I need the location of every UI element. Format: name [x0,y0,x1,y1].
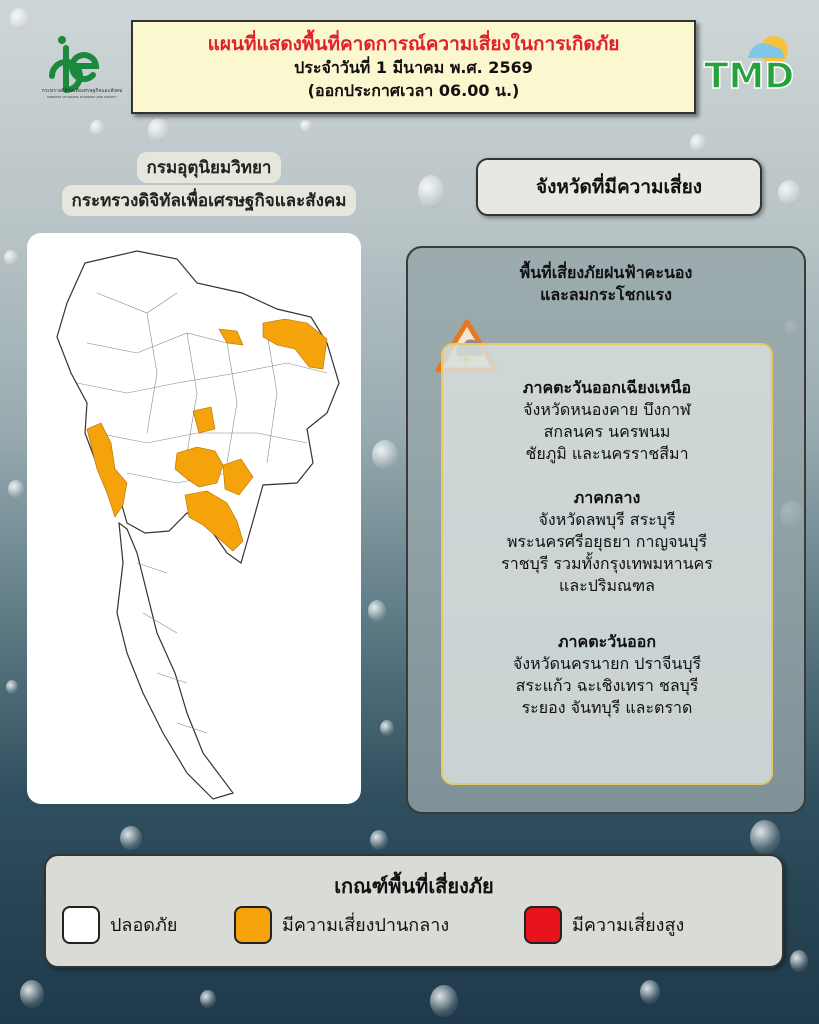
region-line: ชัยภูมิ และนครราชสีมา [525,444,689,463]
legend-swatch-medium [234,906,272,944]
legend-label-high: มีความเสี่ยงสูง [572,915,685,936]
legend-swatch-safe [62,906,100,944]
thailand-risk-map [27,233,361,804]
region-title: ภาคตะวันออก [557,632,657,651]
region-line: พระนครศรีอยุธยา กาญจนบุรี [506,532,708,551]
panel-heading-line1: พื้นที่เสี่ยงภัยฝนฟ้าคะนอง [519,263,693,282]
region-northeast [443,377,771,465]
region-line: ระยอง จันทบุรี และตราด [521,698,693,717]
legend-label-safe: ปลอดภัย [110,915,178,936]
region-line: จังหวัดลพบุรี สระบุรี [538,510,676,529]
forecast-date: ประจำวันที่ 1 มีนาคม พ.ศ. 2569 [294,58,533,77]
region-line: จังหวัดนครนายก ปราจีนบุรี [512,654,702,673]
ministry-logo [38,26,123,102]
issued-time: (ออกประกาศเวลา 06.00 น.) [307,81,520,100]
region-line: และปริมณฑล [559,576,655,595]
legend-label-medium: มีความเสี่ยงปานกลาง [282,915,450,936]
region-line: สระแก้ว ฉะเชิงเทรา ชลบุรี [515,676,699,695]
region-line: จังหวัดหนองคาย บึงกาฬ [523,400,691,419]
risk-info-panel [406,246,806,814]
region-title: ภาคกลาง [573,488,641,507]
region-line: ราชบุรี รวมทั้งกรุงเทพมหานคร [501,554,713,573]
region-central [443,487,771,597]
map-title: แผนที่แสดงพื้นที่คาดการณ์ความเสี่ยงในการเกิดภัย [207,33,620,55]
risk-provinces-title: จังหวัดที่มีความเสี่ยง [476,158,762,216]
ministry-logo-text: กระทรวงดิจิทัลเพื่อเศรษฐกิจและสังคม [41,88,123,94]
department-name: กรมอุตุนิยมวิทยา [137,152,282,183]
risk-legend [44,854,784,968]
ministry-name: กระทรวงดิจิทัลเพื่อเศรษฐกิจและสังคม [62,185,357,216]
region-title: ภาคตะวันออกเฉียงเหนือ [522,378,692,397]
region-east [443,631,771,719]
region-list-card [441,343,773,785]
tmd-logo [700,30,804,96]
legend-swatch-high [524,906,562,944]
region-line: สกลนคร นครพนม [543,422,671,441]
organization-name [28,152,390,218]
legend-title: เกณฑ์พื้นที่เสี่ยงภัย [334,874,494,898]
tmd-logo-text: TMD [704,56,795,96]
panel-heading-line2: และลมกระโชกแรง [540,285,672,304]
ministry-logo-text-en: MINISTRY OF DIGITAL ECONOMY AND SOCIETY [47,95,117,99]
header-title-box [131,20,696,114]
